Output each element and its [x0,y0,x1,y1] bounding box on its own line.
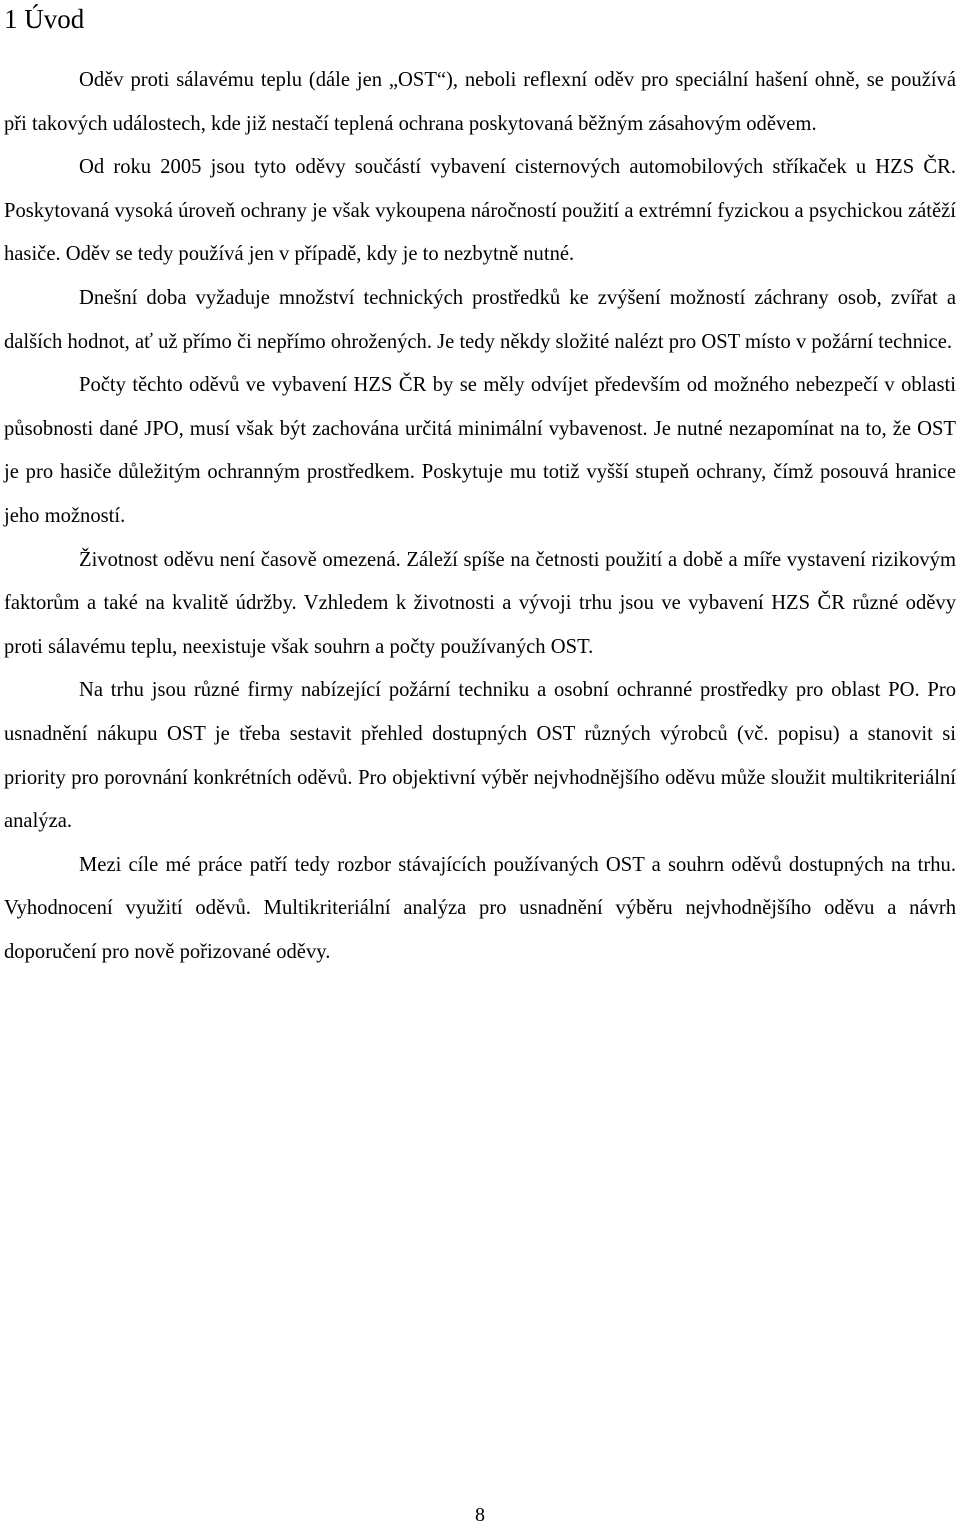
paragraph-ost-definition: Oděv proti sálavému teplu (dále jen „OST“), neboli reflexní oděv pro speciální hašení ohně, se používá při takových událostech, kde již nestačí teplená ochrana poskytovaná běžným zásahovým oděvem. [4,69,956,135]
chapter-heading: 1 Úvod [4,4,85,34]
page-number: 8 [475,1504,485,1526]
paragraph-technical-means: Dnešní doba vyžaduje množství technických prostředků ke zvýšení možností záchrany osob, zvířat a dalších hodnot, ať už přímo či nepřímo ohrožených. Je tedy někdy složité nalézt pro OST místo v požární technice. [4,286,956,353]
body-text [4,59,956,974]
paragraph-lifespan: Životnost oděvu není časově omezená. Záleží spíše na četnosti použití a době a míře vystavení rizikovým faktorům a také na kvalitě údržby. Vzhledem k životnosti a vývoji trhu jsou ve vybavení HZS ČR různé oděvy proti sálavému teplu, neexistuje však souhrn a počty používaných OST. [4,548,956,658]
paragraph-equipment-counts: Počty těchto oděvů ve vybavení HZS ČR by se měly odvíjet především od možného nebezpečí v oblasti působnosti dané JPO, musí však být zachována určitá minimální vybavenost. Je nutné nezapomínat na to, že OST je pro hasiče důležitým ochranným prostředkem. Poskytuje mu totiž vyšší stupeň ochrany, čímž posouvá hranice jeho možností. [4,374,956,527]
paragraph-thesis-goals: Mezi cíle mé práce patří tedy rozbor stávajících používaných OST a souhrn oděvů dostupných na trhu. Vyhodnocení využití oděvů. Multikriteriální analýza pro usnadnění výběru nejvhodnějšího oděvu a návrh doporučení pro nově pořizované oděvy. [4,853,956,963]
paragraph-equipment-since-2005: Od roku 2005 jsou tyto oděvy součástí vybavení cisternových automobilových stříkaček u HZS ČR. Poskytovaná vysoká úroveň ochrany je však vykoupena náročností použití a extrémní fyzickou a psychickou zátěží hasiče. Oděv se tedy používá jen v případě, kdy je to nezbytně nutné. [4,156,956,266]
paragraph-market: Na trhu jsou různé firmy nabízející požární techniku a osobní ochranné prostředky pro oblast PO. Pro usnadnění nákupu OST je třeba sestavit přehled dostupných OST různých výrobců (vč. popisu) a stanovit si priority pro porovnání konkrétních oděvů. Pro objektivní výběr nejvhodnějšího oděvu může sloužit multikriteriální analýza. [4,679,956,833]
